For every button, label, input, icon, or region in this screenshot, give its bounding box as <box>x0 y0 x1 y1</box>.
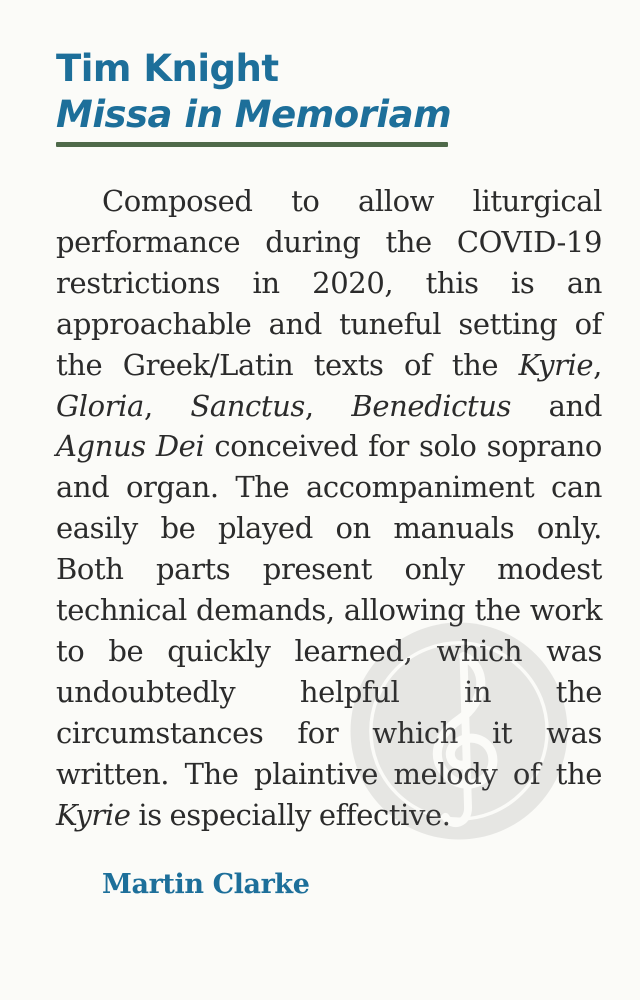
body-text-segment: Composed to allow liturgical performance during the COVID-19 restrictions in 2020, this is an approachable and tuneful setting of the Greek/Latin texts of the <box>56 184 602 382</box>
reviewer-name: Martin Clarke <box>102 868 310 900</box>
separator: , <box>143 388 191 423</box>
agnus-dei-title: Agnus Dei <box>56 429 205 464</box>
gloria-title: Gloria <box>56 388 144 423</box>
title-underline <box>56 142 448 147</box>
conjunction: and <box>511 388 603 423</box>
composer-name: Tim Knight <box>56 47 279 90</box>
sanctus-title: Sanctus <box>190 388 305 423</box>
body-text-segment: conceived for solo soprano and organ. The accompaniment can easily be played on manuals only. Both parts present only modest technical demands, allowing the work to be quickly learned, which was undoubtedly helpful in the circumstances for which it was written. The plaintive melody of the <box>56 429 602 791</box>
review-body <box>56 181 602 836</box>
work-title: Missa in Memoriam <box>56 93 452 136</box>
kyrie-title: Kyrie <box>56 797 131 832</box>
separator: , <box>593 347 602 382</box>
body-text-segment: is especially effective. <box>130 797 451 832</box>
kyrie-title: Kyrie <box>518 347 594 382</box>
separator: , <box>304 388 352 423</box>
benedictus-title: Benedictus <box>351 388 512 423</box>
review-article <box>56 46 602 905</box>
